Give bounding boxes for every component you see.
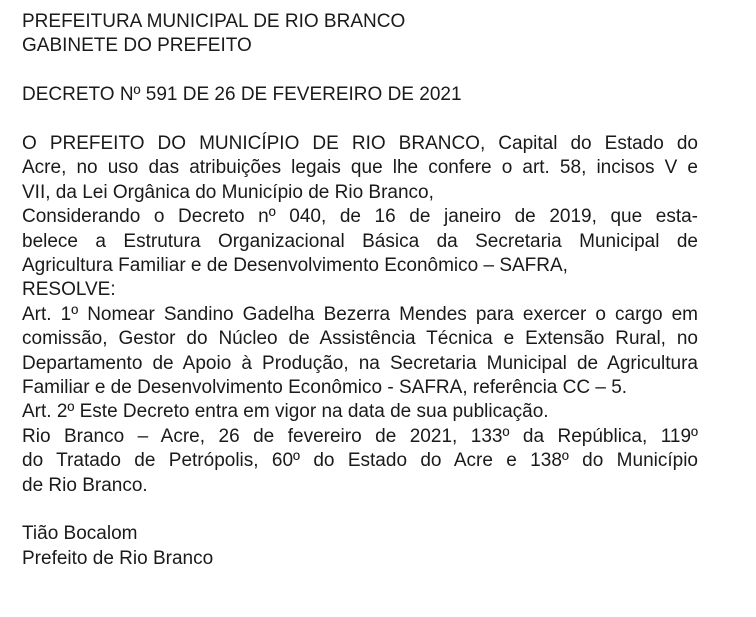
considerando-line: Considerando o Decreto nº 040, de 16 de janeiro de 2019, que esta- [22,206,698,228]
header-city-hall: PREFEITURA MUNICIPAL DE RIO BRANCO [22,11,406,32]
article-1-line: Familiar e de Desenvolvimento Econômico - SAFRA, referência CC – 5. [22,377,628,399]
article-1-line: comissão, Gestor do Núcleo de Assistência Técnica e Extensão Rural, no [22,328,698,350]
spacer [22,108,698,132]
decree-document [22,10,698,571]
signatory-role: Prefeito de Rio Branco [22,547,214,569]
preamble-line: Acre, no uso das atribuições legais que lhe confere o art. 58, incisos V e [22,157,698,179]
resolve-heading: RESOLVE: [22,279,116,301]
considerando-line: Agricultura Familiar e de Desenvolvimento Econômico – SAFRA, [22,255,568,277]
article-1-line: Departamento de Apoio à Produção, na Secretaria Municipal de Agricultura [22,352,698,374]
preamble-line: VII, da Lei Orgânica do Município de Rio Branco, [22,181,434,203]
spacer [22,498,698,522]
closing-line: Rio Branco – Acre, 26 de fevereiro de 2021, 133º da República, 119º [22,425,698,447]
spacer [22,59,698,83]
decree-title: DECRETO Nº 591 DE 26 DE FEVEREIRO DE 2021 [22,84,462,106]
signatory-name: Tião Bocalom [22,523,138,545]
considerando-line: belece a Estrutura Organizacional Básica da Secretaria Municipal de [22,230,698,252]
article-1-line: Art. 1º Nomear Sandino Gadelha Bezerra Mendes para exercer o cargo em [22,303,698,325]
preamble-line: O PREFEITO DO MUNICÍPIO DE RIO BRANCO, Capital do Estado do [22,133,698,154]
closing-line: do Tratado de Petrópolis, 60º do Estado do Acre e 138º do Município [22,450,698,472]
closing-line: de Rio Branco. [22,474,148,496]
article-2: Art. 2º Este Decreto entra em vigor na data de sua publicação. [22,401,549,423]
header-office: GABINETE DO PREFEITO [22,35,252,57]
